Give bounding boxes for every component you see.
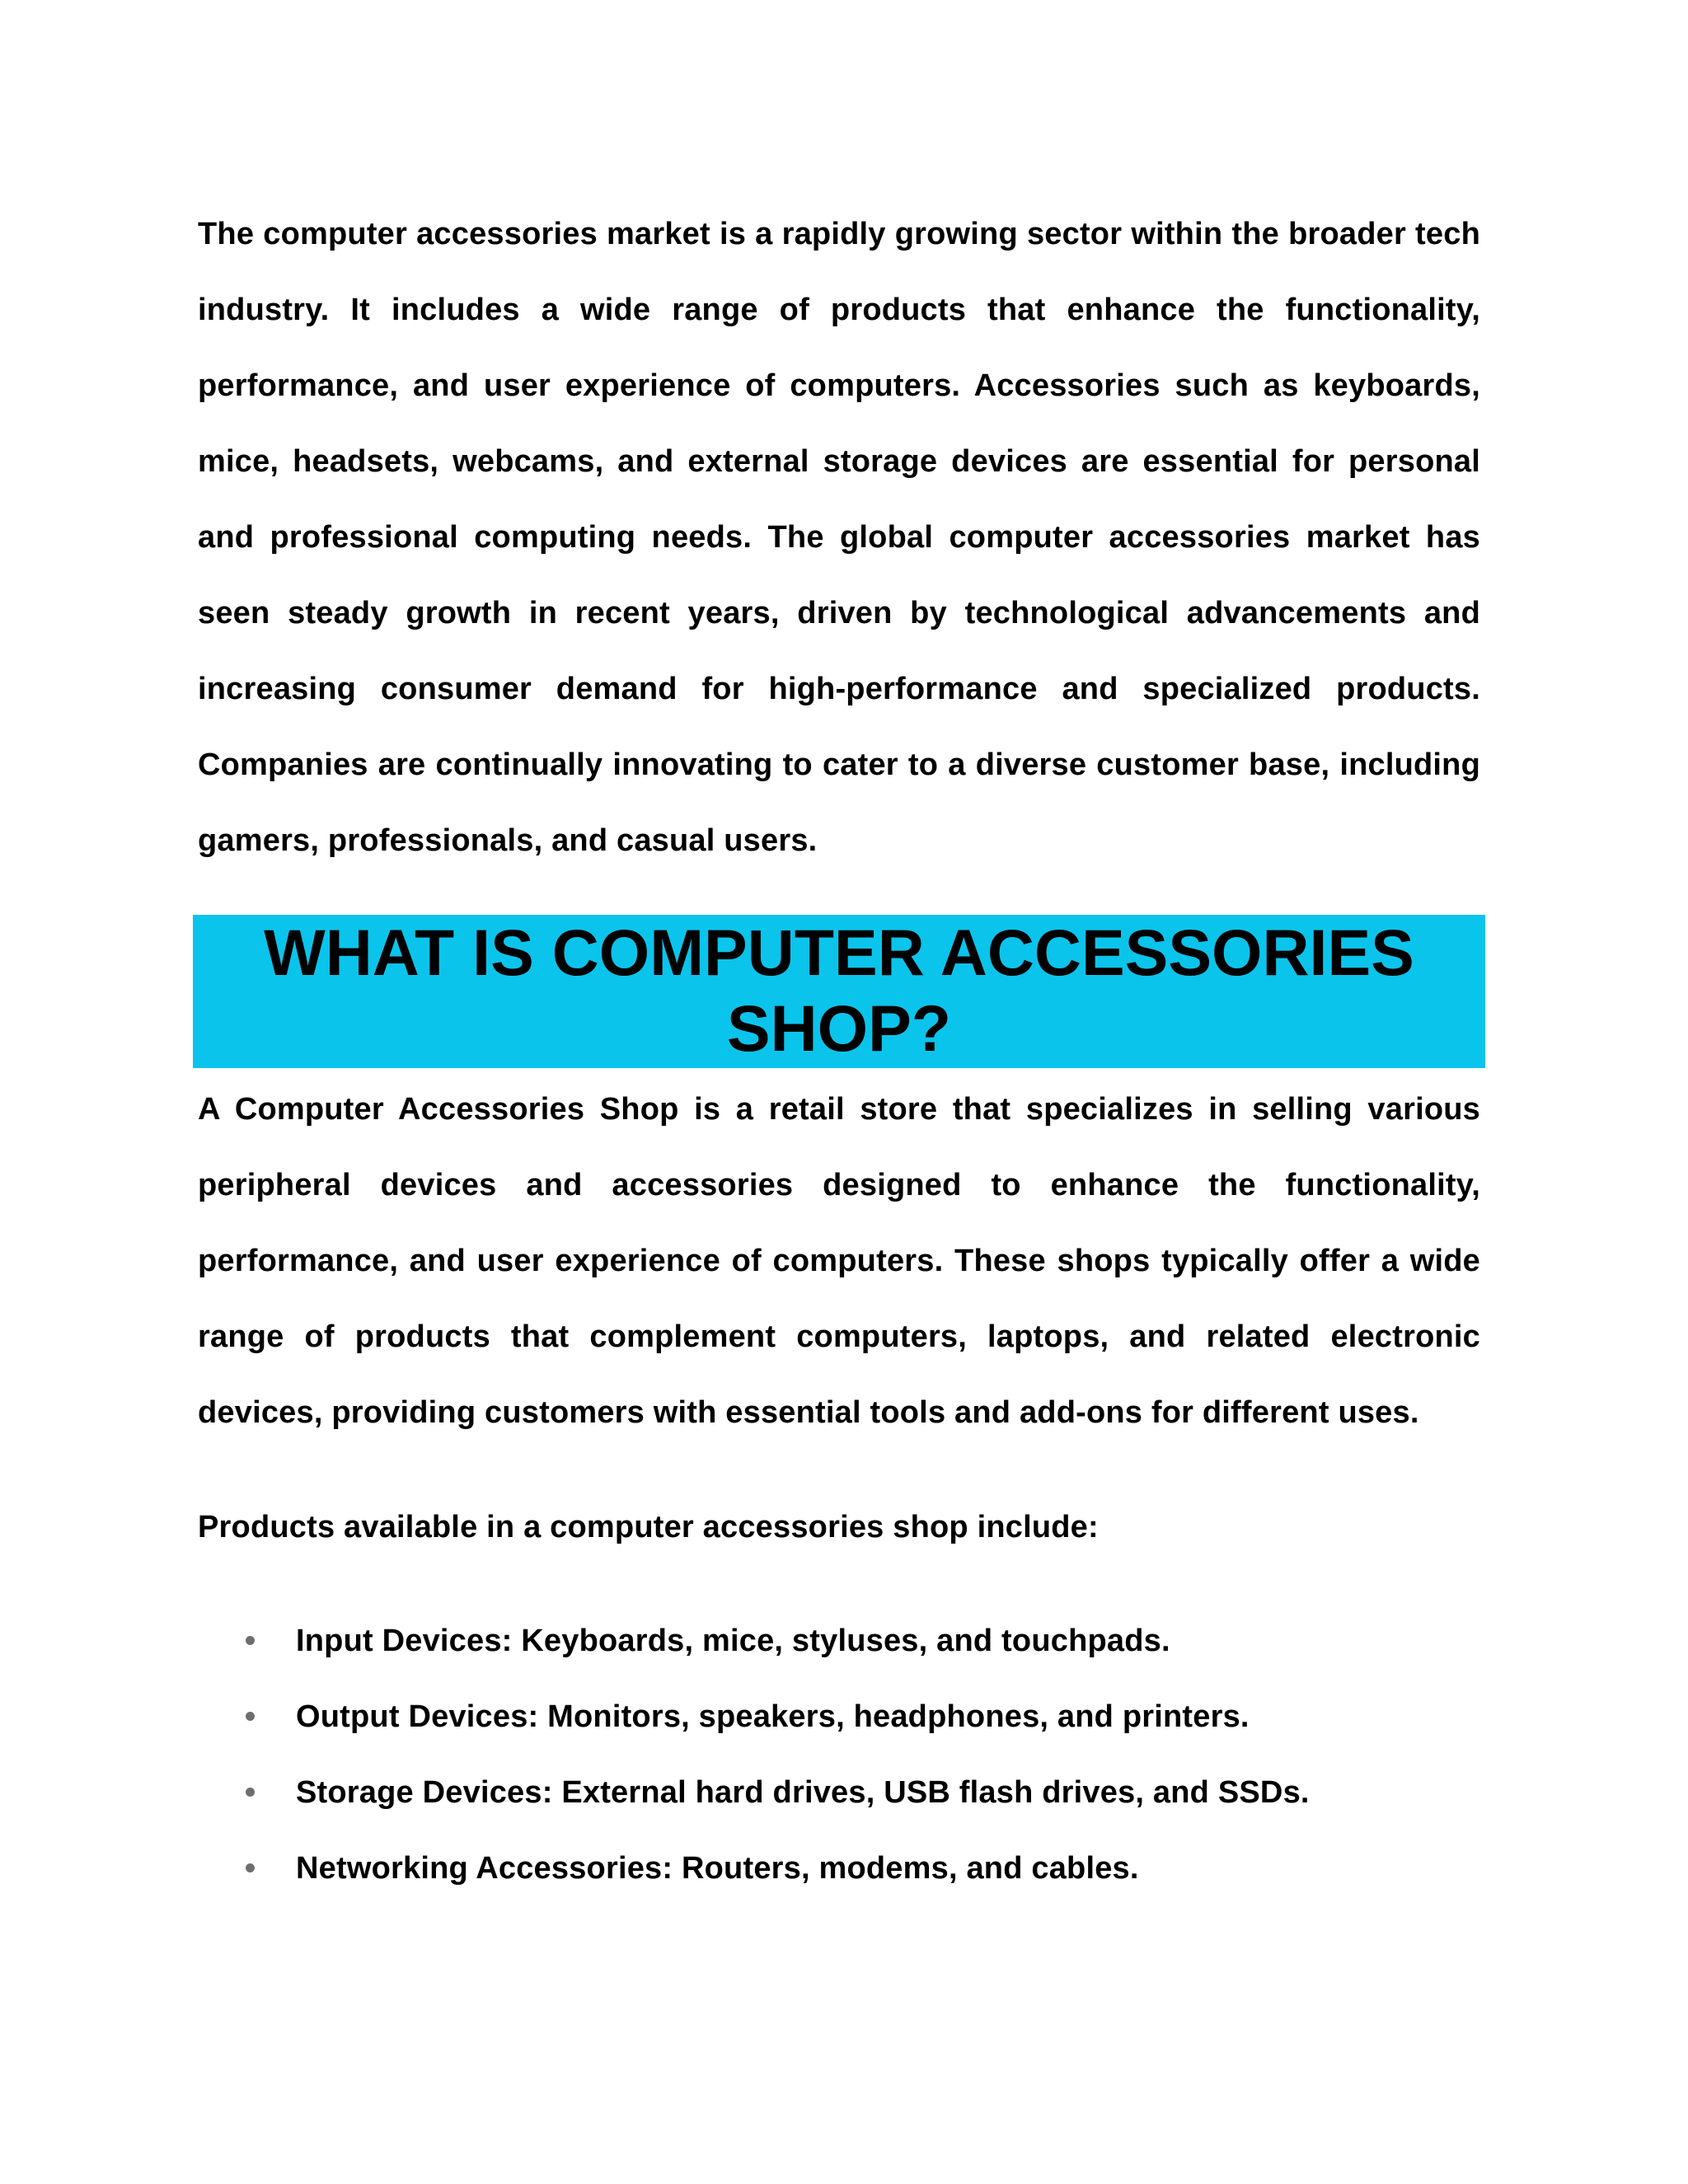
- section-heading-line-2: SHOP?: [726, 991, 952, 1065]
- bullet-dot-icon: [246, 1788, 255, 1797]
- list-item: [198, 1830, 1480, 1906]
- bullet-dot-icon: [246, 1712, 255, 1721]
- list-item-text: Storage Devices: External hard drives, USB flash drives, and SSDs.: [296, 1775, 1310, 1810]
- section-heading-band: [193, 915, 1485, 1068]
- list-item-text: Output Devices: Monitors, speakers, headphones, and printers.: [296, 1699, 1250, 1734]
- bullet-dot-icon: [246, 1636, 255, 1645]
- section-heading-line-1: WHAT IS COMPUTER ACCESSORIES: [264, 916, 1414, 989]
- list-item-text: Input Devices: Keyboards, mice, styluses, and touchpads.: [296, 1624, 1170, 1658]
- list-item: [198, 1603, 1480, 1679]
- list-item: [198, 1755, 1480, 1830]
- bullet-dot-icon: [246, 1863, 255, 1872]
- products-list: [198, 1603, 1480, 1906]
- list-item: [198, 1679, 1480, 1755]
- products-intro: Products available in a computer accessories shop include:: [198, 1510, 1099, 1544]
- intro-paragraph: The computer accessories market is a rapidly growing sector within the broader tech industry. It includes a wide range of products that enhance the functionality, performance, and user experience of computers. Accessories such as keyboards, mice, headsets, webcams, and external storage devices are essential for personal and professional computing needs. The global computer accessories market has seen steady growth in recent years, driven by technological advancements and increasing consumer demand for high-performance and specialized products. Companies are continually innovating to cater to a diverse customer base, including gamers, professionals, and casual users.: [198, 217, 1480, 858]
- about-paragraph: A Computer Accessories Shop is a retail store that specializes in selling various peripheral devices and accessories designed to enhance the functionality, performance, and user experience of computers. These shops typically offer a wide range of products that complement computers, laptops, and related electronic devices, providing customers with essential tools and add-ons for different uses.: [198, 1092, 1480, 1430]
- section-heading: [193, 915, 1485, 1066]
- list-item-text: Networking Accessories: Routers, modems, and cables.: [296, 1851, 1139, 1886]
